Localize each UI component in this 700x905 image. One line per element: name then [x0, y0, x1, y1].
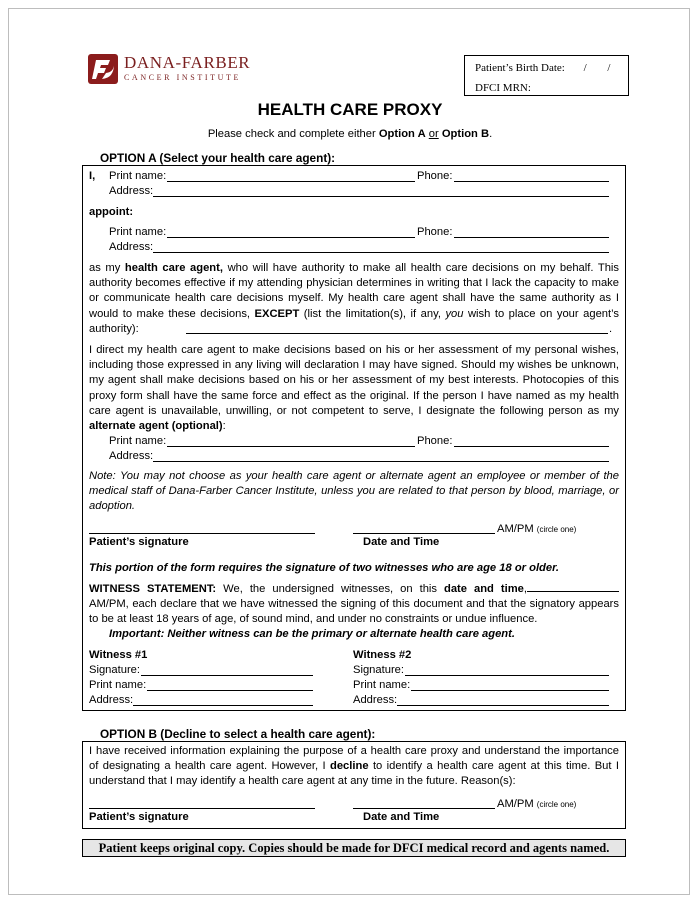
option-b-date-field[interactable] [353, 808, 495, 809]
appointee-print-name-label: Print name: [109, 226, 167, 238]
birth-date-slash-1: / [583, 62, 587, 74]
date-time-label: Date and Time [363, 536, 440, 548]
witness-2-address-field[interactable] [397, 705, 609, 706]
patient-date-field[interactable] [353, 533, 495, 534]
agent-phone-label: Phone: [417, 170, 453, 182]
alternate-address-label: Address: [109, 450, 154, 462]
decline-paragraph [89, 744, 619, 790]
patient-ampm-label [497, 522, 576, 537]
option-b-ampm-text: AM/PM [497, 798, 534, 810]
witness-1-address-field[interactable] [133, 705, 313, 706]
page-title: HEALTH CARE PROXY [257, 100, 443, 119]
witness-requirement: This portion of the form requires the signature of two witnesses who are age 18 or older. [89, 562, 559, 574]
org-name: DANA-FARBER [124, 53, 251, 72]
witness-2-print-name-label: Print name: [353, 679, 411, 691]
subtitle-text: Please check and complete either [207, 128, 379, 140]
witness-text-1: We, the undersigned witnesses, on this [216, 583, 444, 595]
alternate-print-name-field[interactable] [167, 446, 415, 447]
directive-text: I direct my health care agent to make decisions based on his or her assessment of my personal wishes, including those expressed in any living will declaration I may have signed. Should my wishes be unknown, my agent shall make decisions based on his or her assessment of my best interests. Photocopies of this proxy form shall have the same force and effect as the original. If the person I have named as my health care agent is unavailable, unwilling, or not competent to serve, I designate the following person as my [89, 344, 619, 417]
option-b-signature-field[interactable] [89, 808, 315, 809]
agent-print-name-label: Print name: [109, 170, 167, 182]
directive-colon: : [222, 420, 226, 433]
birth-date-slash-2: / [607, 62, 611, 74]
logo-text [124, 54, 250, 84]
witness-2-signature-label: Signature: [353, 664, 404, 676]
patient-signature-field[interactable] [89, 533, 315, 534]
appointee-print-name-field[interactable] [167, 237, 415, 238]
witness-2-signature-field[interactable] [405, 675, 609, 676]
decline-bold: decline [330, 760, 369, 773]
option-a-heading: OPTION A (Select your health care agent): [100, 151, 336, 165]
appoint-label: appoint: [89, 206, 134, 218]
witness-date-time: date and time [444, 583, 524, 595]
appointee-phone-label: Phone: [417, 226, 453, 238]
option-b-box [82, 741, 626, 829]
subtitle-or: or [428, 128, 439, 140]
witness-important: Important: Neither witness can be the primary or alternate health care agent. [109, 628, 515, 640]
footer-notice: Patient keeps original copy. Copies should be made for DFCI medical record and agents named. [82, 839, 626, 857]
dana-farber-logo-icon [88, 54, 118, 84]
mrn-label: DFCI MRN: [475, 82, 531, 94]
limitations-period: . [609, 323, 613, 335]
witness-statement [89, 582, 619, 628]
agent-address-label: Address: [109, 185, 154, 197]
alternate-phone-label: Phone: [417, 435, 453, 447]
witness-2-print-name-field[interactable] [411, 690, 609, 691]
witness-1-signature-field[interactable] [141, 675, 313, 676]
alternate-print-name-label: Print name: [109, 435, 167, 447]
alternate-address-field[interactable] [153, 461, 609, 462]
witness-1-print-name-label: Print name: [89, 679, 147, 691]
agent-para-text-4: wish to place on your agent’s authority): [89, 307, 620, 335]
witness-2-heading: Witness #2 [353, 649, 412, 661]
agent-para-bold: health care agent, [124, 262, 223, 274]
witness-2-address-label: Address: [353, 694, 398, 706]
option-b-signature-label: Patient’s signature [89, 811, 189, 823]
org-subtitle: CANCER INSTITUTE [124, 73, 241, 82]
directive-alternate-agent: alternate agent (optional) [89, 420, 223, 433]
alternate-phone-field[interactable] [454, 446, 609, 447]
option-b-circle-one: (circle one) [536, 800, 577, 809]
witness-date-field[interactable] [527, 582, 619, 592]
witness-1-print-name-field[interactable] [147, 690, 313, 691]
subtitle-option-b: Option B [441, 128, 490, 140]
option-b-heading: OPTION B (Decline to select a health care agent): [100, 727, 376, 741]
agent-para-text-1: as my [89, 262, 125, 274]
i-label: I, [89, 170, 96, 182]
option-b-date-time-label: Date and Time [363, 811, 440, 823]
witness-statement-label: WITNESS STATEMENT: [89, 583, 217, 595]
subtitle-option-a: Option A [378, 128, 426, 140]
circle-one-text: (circle one) [536, 525, 577, 534]
option-b-ampm-label [497, 797, 576, 812]
subtitle-period: . [489, 128, 493, 140]
agent-para-text-2: who will have authority to make all health care decisions on my behalf. This authority becomes effective if my attending physician determines in writing that I lack the capacity to make or communicate health care decisions myself. My health care agent shall have the same authority as I would to make these decisions, [89, 262, 619, 320]
patient-signature-label: Patient’s signature [89, 536, 189, 548]
witness-1-signature-label: Signature: [89, 664, 140, 676]
dana-farber-logo [88, 54, 250, 84]
directive-paragraph [89, 343, 619, 434]
witness-ampm: AM/PM, [89, 598, 129, 611]
agent-para-text-3: (list the limitation(s), if any, [299, 307, 446, 320]
agent-phone-field[interactable] [454, 181, 609, 182]
witness-1-address-label: Address: [89, 694, 134, 706]
witness-text-3: each declare that we have witnessed the signing of this document and that the signatory appears to be at least 18 years of age, of sound mind, and under no constraints or undue influence. [89, 598, 619, 626]
agent-note: Note: You may not choose as your health care agent or alternate agent an employee or member of the medical staff of Dana-Farber Cancer Institute, unless you are related to that person by blood, marriage, or adoption. [89, 470, 619, 513]
decline-text-1: I have received information explaining the purpose of a health care proxy and understand the importance of designating a health care agent. However, I [89, 745, 619, 773]
appointee-address-field[interactable] [153, 252, 609, 253]
option-a-box [82, 165, 626, 711]
birth-date-label: Patient’s Birth Date: [475, 62, 565, 74]
appointee-address-label: Address: [109, 241, 154, 253]
page-subtitle [0, 128, 700, 140]
agent-para-except: EXCEPT [254, 307, 300, 320]
witness-1-heading: Witness #1 [89, 649, 148, 661]
appointee-phone-field[interactable] [454, 237, 609, 238]
witness-comma: , [523, 583, 527, 595]
patient-id-box [464, 55, 629, 96]
limitations-field[interactable] [186, 333, 608, 334]
agent-address-field[interactable] [153, 196, 609, 197]
agent-para-you: you [445, 307, 464, 320]
mrn-row [475, 80, 628, 96]
agent-print-name-field[interactable] [167, 181, 415, 182]
agent-authority-paragraph [89, 261, 619, 337]
decline-text-2: to identify a health care agent at this time. But I understand that I may identify a health care agent at any time in the future. Reason(s): [89, 760, 619, 788]
ampm-text: AM/PM [497, 523, 534, 535]
birth-date-row [475, 60, 628, 76]
